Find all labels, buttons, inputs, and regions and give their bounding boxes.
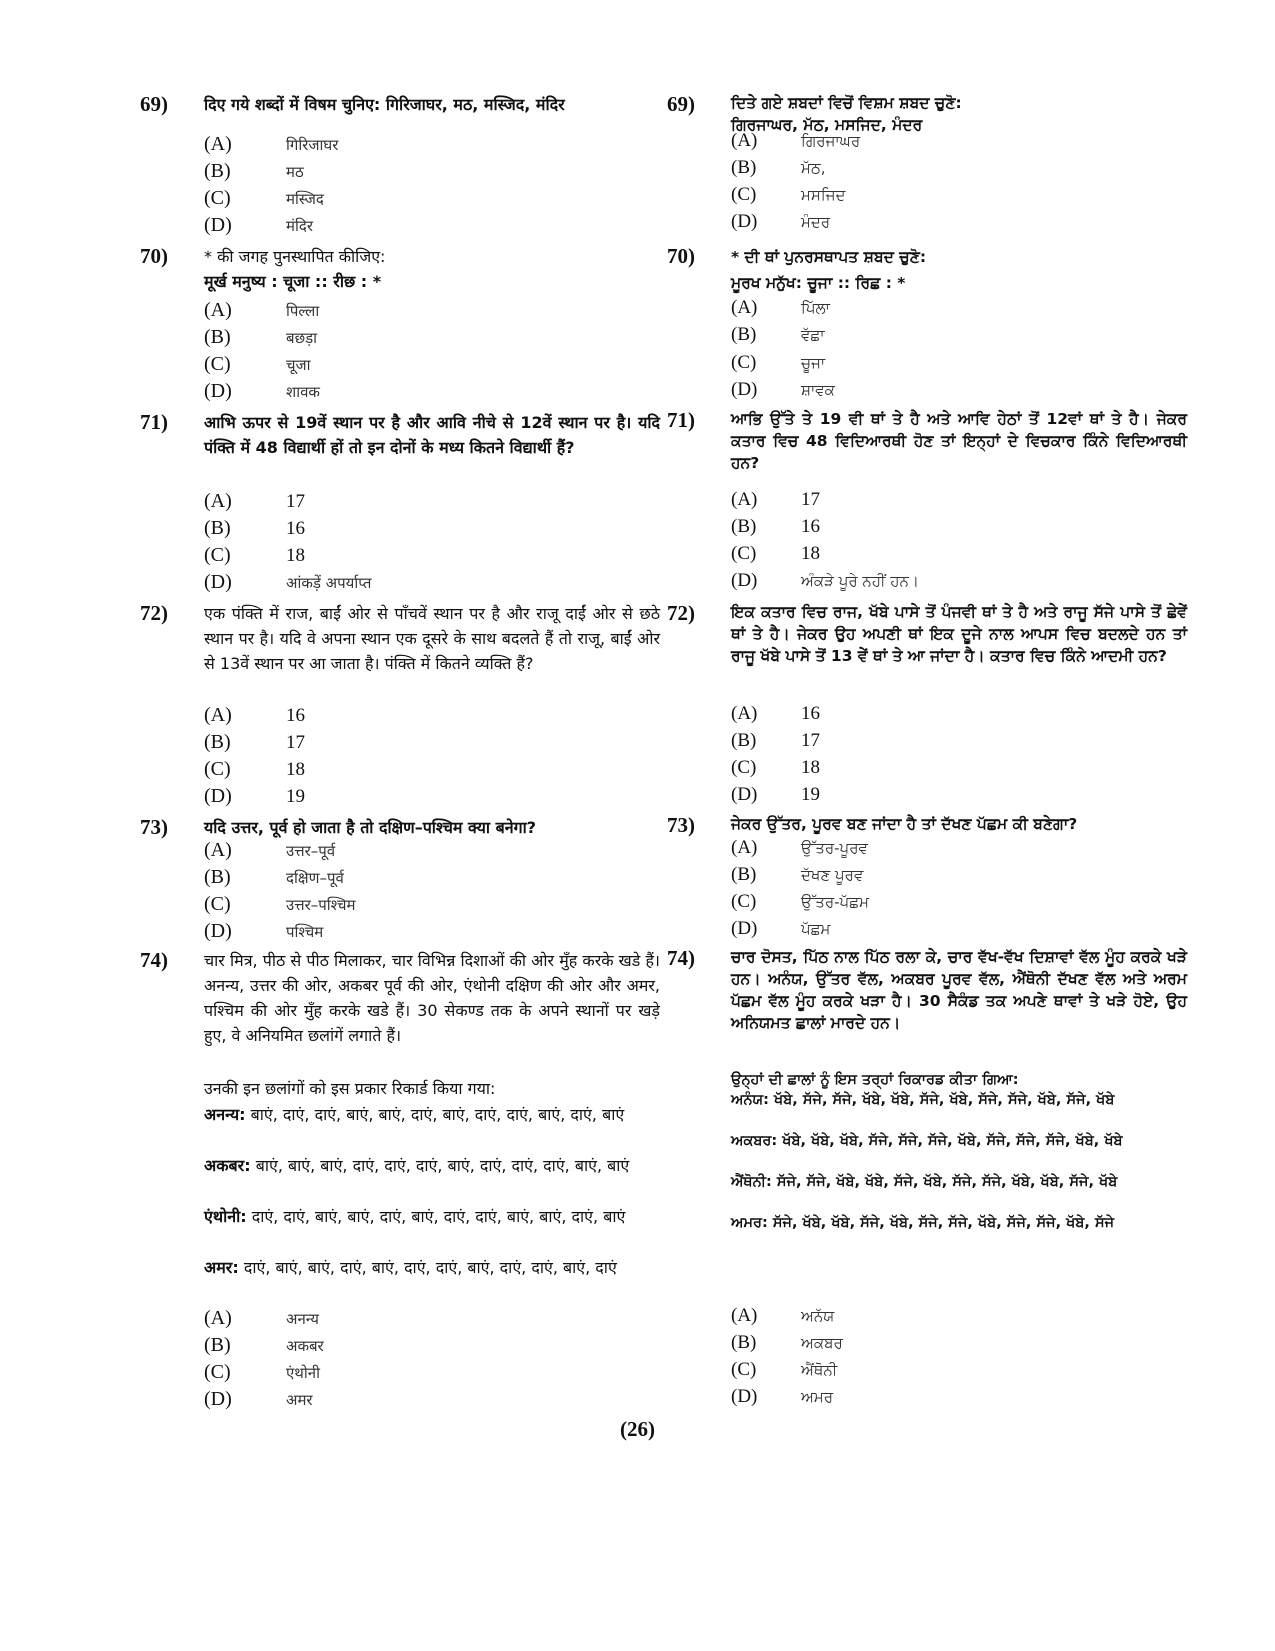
option-b[interactable]: (B) 17 [204, 731, 305, 753]
option-b[interactable]: (B) मठ [204, 160, 304, 182]
question-text: * की जगह पुनस्थापित कीजिए: मूर्ख मनुष्य : चूजा :: रीछ : * [204, 247, 386, 291]
option-d[interactable]: (D) मंदिर [204, 214, 313, 236]
record-line: ਅਮਰ: ਸੱਜੇ, ਖੱਬੇ, ਖੱਬੇ, ਸੱਜੇ, ਖੱਬੇ, ਸੱਜੇ, ਸੱਜੇ, ਖੱਬੇ, ਸੱਜੇ, ਸੱਜੇ, ਖੱਬੇ, ਸੱਜੇ [731, 1215, 1115, 1231]
record-line: ਅਨੰਯ: ਖੱਬੇ, ਸੱਜੇ, ਸੱਜੇ, ਖੱਬੇ, ਖੱਬੇ, ਸੱਜੇ, ਖੱਬੇ, ਸੱਜੇ, ਸੱਜੇ, ਖੱਬੇ, ਸੱਜੇ, ਖੱਬੇ [731, 1092, 1115, 1108]
option-c[interactable]: (C) चूजा [204, 353, 311, 375]
option-d[interactable]: (D) आंकड़ें अपर्याप्त [204, 571, 372, 593]
record-line: अनन्य: बाएं, दाएं, दाएं, बाएं, बाएं, दाएं, बाएं, दाएं, दाएं, बाएं, दाएं, बाएं [204, 1105, 625, 1124]
question-text: ਜੇਕਰ ਉੱਤਰ, ਪੂਰਵ ਬਣ ਜਾਂਦਾ ਹੈ ਤਾਂ ਦੱਖਣ ਪੱਛਮ ਕੀ ਬਣੇਗਾ? [731, 815, 1078, 833]
question-number: 69) [140, 92, 168, 116]
question-text: ਇਕ ਕਤਾਰ ਵਿਚ ਰਾਜ, ਖੱਬੇ ਪਾਸੇ ਤੋਂ ਪੰਜਵੀ ਥਾਂ ਤੇ ਹੈ ਅਤੇ ਰਾਜੂ ਸੱਜੇ ਪਾਸੇ ਤੋਂ ਛੇਵੇਂ ਥਾਂ ਤੇ ਹੈ। ਜੇਕਰ ਉਹ ਅਪਣੀ ਥਾਂ ਇਕ ਦੂਜੇ ਨਾਲ ਆਪਸ ਵਿਚ ਬਦਲਦੇ ਹਨ ਤਾਂ ਰਾਜੂ ਖੱਬੇ ਪਾਸੇ ਤੋਂ 13 ਵੇਂ ਥਾਂ ਤੇ ਆ ਜਾਂਦਾ ਹੈ। ਕਤਾਰ ਵਿਚ ਕਿੰਨੇ ਆਦਮੀ ਹਨ? [731, 603, 1187, 665]
question-number: 70) [667, 244, 695, 268]
question-text: दिए गये शब्दों में विषम चुनिए: गिरिजाघर, मठ, मस्जिद, मंदिर [204, 95, 565, 114]
question-number: 72) [667, 601, 695, 625]
option-c[interactable]: (C) मस्जिद [204, 187, 324, 209]
option-d[interactable]: (D) अमर [204, 1388, 313, 1410]
option-d[interactable]: (D) ਮੰਦਰ [731, 211, 831, 232]
option-c[interactable]: (C) ਐਂਥੋਨੀ [731, 1359, 838, 1380]
record-intro: ਉਨ੍ਹਾਂ ਦੀ ਛਾਲਾਂ ਨੂੰ ਇਸ ਤਰ੍ਹਾਂ ਰਿਕਾਰਡ ਕੀਤਾ ਗਿਆ: [731, 1072, 1019, 1088]
record-line: ਐਂਥੋਨੀ: ਸੱਜੇ, ਸੱਜੇ, ਖੱਬੇ, ਖੱਬੇ, ਸੱਜੇ, ਖੱਬੇ, ਸੱਜੇ, ਸੱਜੇ, ਖੱਬੇ, ਖੱਬੇ, ਸੱਜੇ, ਖੱਬੇ [731, 1174, 1118, 1190]
option-d[interactable]: (D) ਸ਼ਾਵਕ [731, 379, 835, 400]
option-d[interactable]: (D) पश्चिम [204, 920, 324, 942]
question-text: आभि ऊपर से 19वें स्थान पर है और आवि नीचे से 12वें स्थान पर है। यदि पंक्ति में 48 विद्यार्थी हों तो इन दोनों के मध्य कितने विद्यार्थी हैं? [204, 413, 660, 457]
question-text: ਚਾਰ ਦੋਸਤ, ਪਿੱਠ ਨਾਲ ਪਿੱਠ ਰਲਾ ਕੇ, ਚਾਰ ਵੱਖ-ਵੱਖ ਦਿਸ਼ਾਵਾਂ ਵੱਲ ਮੂੰਹ ਕਰਕੇ ਖੜੇ ਹਨ। ਅਨੰਯ, ਉੱਤਰ ਵੱਲ, ਅਕਬਰ ਪੂਰਵ ਵੱਲ, ਐਂਥੋਨੀ ਦੱਖਣ ਵੱਲ ਅਤੇ ਅਰਮ ਪੱਛਮ ਵੱਲ ਮੂੰਹ ਕਰਕੇ ਖੜਾ ਹੈ। 30 ਸੈਕੰਡ ਤਕ ਅਪਣੇ ਥਾਵਾਂ ਤੇ ਖੜੇ ਹੋਏ, ਉਹ ਅਨਿਯਮਤ ਛਾਲਾਂ ਮਾਰਦੇ ਹਨ। [731, 948, 1187, 1032]
option-b[interactable]: (B) अकबर [204, 1334, 324, 1356]
option-c[interactable]: (C) ਮਸਜਿਦ [731, 184, 846, 205]
question-number: 73) [140, 815, 168, 839]
option-d[interactable]: (D) 19 [204, 785, 305, 807]
option-a[interactable]: (A) 16 [204, 704, 305, 726]
option-d[interactable]: (D) ਅਮਰ [731, 1386, 834, 1407]
option-a[interactable]: (A) ਪਿੱਲਾ [731, 297, 830, 318]
option-c[interactable]: (C) ਚੂਜਾ [731, 352, 826, 373]
record-line: अमर: दाएं, बाएं, बाएं, दाएं, बाएं, दाएं, दाएं, बाएं, दाएं, दाएं, बाएं, दाएं [204, 1258, 617, 1277]
option-a[interactable]: (A) गिरिजाघर [204, 133, 339, 155]
option-b[interactable]: (B) 16 [204, 517, 305, 539]
question-text: एक पंक्ति में राज, बाईं ओर से पाँचवें स्थान पर है और राजू दाईं ओर से छठे स्थान पर है। यदि वे अपना स्थान एक दूसरे के साथ बदलते हैं तो राजू, बाईं ओर से 13वें स्थान पर आ जाता है। पंक्ति में कितने व्यक्ति हैं? [204, 604, 660, 673]
option-a[interactable]: (A) 17 [204, 490, 305, 512]
option-b[interactable]: (B) ਮੱਠ, [731, 157, 826, 178]
option-d[interactable]: (D) ਅੰਕੜੇ ਪੂਰੇ ਨਹੀਂ ਹਨ। [731, 570, 919, 591]
option-a[interactable]: (A) उत्तर–पूर्व [204, 839, 336, 861]
record-line: अकबर: बाएं, बाएं, बाएं, दाएं, दाएं, दाएं, बाएं, दाएं, दाएं, दाएं, बाएं, बाएं [204, 1156, 630, 1175]
question-number: 70) [140, 244, 168, 268]
question-text: * ਦੀ ਥਾਂ ਪੁਨਰਸਥਾਪਤ ਸ਼ਬਦ ਚੁਣੋ: ਮੂਰਖ ਮਨੁੱਖ: ਚੂਜਾ :: ਰਿਛ : * [731, 248, 927, 292]
option-b[interactable]: (B) 16 [731, 516, 820, 537]
option-a[interactable]: (A) ਉੱਤਰ-ਪੂਰਵ [731, 837, 868, 858]
option-c[interactable]: (C) 18 [204, 758, 305, 780]
record-line: ਅਕਬਰ: ਖੱਬੇ, ਖੱਬੇ, ਖੱਬੇ, ਸੱਜੇ, ਸੱਜੇ, ਸੱਜੇ, ਖੱਬੇ, ਸੱਜੇ, ਸੱਜੇ, ਸੱਜੇ, ਖੱਬੇ, ਖੱਬੇ [731, 1133, 1123, 1149]
question-number: 73) [667, 813, 695, 837]
option-a[interactable]: (A) ਗਿਰਜਾਘਰ [731, 130, 861, 151]
option-c[interactable]: (C) उत्तर–पश्चिम [204, 893, 356, 915]
record-intro: उनकी इन छलांगों को इस प्रकार रिकार्ड किया गया: [204, 1079, 496, 1098]
option-c[interactable]: (C) 18 [731, 543, 820, 564]
option-c[interactable]: (C) एंथोनी [204, 1361, 320, 1383]
question-text: यदि उत्तर, पूर्व हो जाता है तो दक्षिण–पश्चिम क्या बनेगा? [204, 818, 537, 837]
question-number: 69) [667, 92, 695, 116]
question-text: चार मित्र, पीठ से पीठ मिलाकर, चार विभिन्न दिशाओं की ओर मुँह करके खडे हैं। अनन्य, उत्तर की ओर, अकबर पूर्व की ओर, एंथोनी दक्षिण की ओर और अमर, पश्चिम की ओर मुँह करके खडे हैं। 30 सेकण्ड तक के अपने स्थानों पर खड़े हुए, वे अनियमित छलांगें लगाते हैं। [204, 951, 660, 1045]
option-b[interactable]: (B) ਵੱਛਾ [731, 324, 825, 345]
question-text: ਆਭਿ ਉੱਤੇ ਤੇ 19 ਵੀ ਥਾਂ ਤੇ ਹੈ ਅਤੇ ਆਵਿ ਹੇਠਾਂ ਤੋਂ 12ਵਾਂ ਥਾਂ ਤੇ ਹੈ। ਜੇਕਰ ਕਤਾਰ ਵਿਚ 48 ਵਿਦਿਆਰਥੀ ਹੋਣ ਤਾਂ ਇਨ੍ਹਾਂ ਦੇ ਵਿਚਕਾਰ ਕਿੰਨੇ ਵਿਦਿਆਰਥੀ ਹਨ? [731, 410, 1187, 472]
option-a[interactable]: (A) ਅਨੱਯ [731, 1305, 835, 1326]
option-b[interactable]: (B) ਅਕਬਰ [731, 1332, 843, 1353]
question-number: 71) [140, 410, 168, 434]
page-number: (26) [620, 1417, 655, 1441]
option-a[interactable]: (A) 17 [731, 489, 820, 510]
option-b[interactable]: (B) 17 [731, 730, 820, 751]
question-number: 72) [140, 601, 168, 625]
option-a[interactable]: (A) अनन्य [204, 1307, 319, 1329]
question-text: ਦਿਤੇ ਗਏ ਸ਼ਬਦਾਂ ਵਿਚੋਂ ਵਿਸ਼ਮ ਸ਼ਬਦ ਚੁਣੋ: ਗਿਰਜਾਘਰ, ਮੱਠ, ਮਸਜਿਦ, ਮੰਦਰ [731, 94, 962, 134]
option-d[interactable]: (D) 19 [731, 784, 820, 805]
option-b[interactable]: (B) ਦੱਖਣ ਪੂਰਵ [731, 864, 864, 885]
option-a[interactable]: (A) पिल्ला [204, 299, 320, 321]
punjabi-column [667, 0, 1187, 1651]
option-d[interactable]: (D) ਪੱਛਮ [731, 918, 831, 939]
hindi-column [140, 0, 660, 1651]
option-b[interactable]: (B) दक्षिण–पूर्व [204, 866, 344, 888]
question-number: 74) [140, 948, 168, 972]
option-c[interactable]: (C) 18 [204, 544, 305, 566]
option-a[interactable]: (A) 16 [731, 703, 820, 724]
option-c[interactable]: (C) ਉੱਤਰ-ਪੱਛਮ [731, 891, 869, 912]
option-b[interactable]: (B) बछड़ा [204, 326, 317, 348]
question-number: 74) [667, 946, 695, 970]
record-line: एंथोनी: दाएं, दाएं, बाएं, बाएं, दाएं, बाएं, दाएं, दाएं, बाएं, बाएं, दाएं, बाएं [204, 1207, 626, 1226]
option-c[interactable]: (C) 18 [731, 757, 820, 778]
question-number: 71) [667, 408, 695, 432]
option-d[interactable]: (D) शावक [204, 380, 320, 402]
